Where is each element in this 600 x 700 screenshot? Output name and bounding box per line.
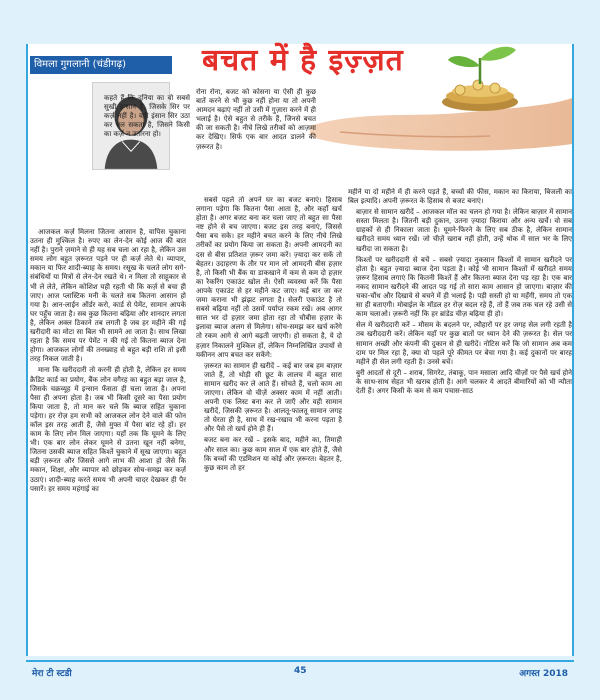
col1-paragraph-1: आजकल कर्ज़ मिलना जितना आसान है, वापिस चुकाना उतना ही मुश्किल है। रुपए का लेन-देन कोई आज की बात नहीं है। पुराने ज़माने से ही यह सब चला आ रहा है, लेकिन उस समय लोग बहुत ज़रूरत पड़ने पर ही कर्ज़ लेते थे। व्यापार, मकान या फिर शादी-ब्याह के समय। रसूख के चलते लोग सगे-संबंधियों या मित्रों से लेन-देन रखते थे। न मिला तो साहूकार से भी ले लेते, लेकिन कोशिश यही रहती थी कि कर्ज़ से बचा ही जाए। आज प्लास्टिक मनी के चलते सब कितना आसान हो गया है। आन-लाईन ऑर्डर करो, कार्ड से पेमेंट, सामान आपके घर पहुँच जाता है। सब कुछ कितना बढ़िया और शानदार लगता है, लेकिन अक्ल ठिकाने तब लगती है जब हर महीने की गई खरीदारी का मोटा सा बिल भी सामने आ जाता है। साथ लिखा रहता है कि समय पर पेमेंट न की गई तो कितना ब्याज देना होगा। आजकल लोगों की तनख्वाह से बहुत बड़ी राशि तो इसी तरह निकल जाती है। [30,228,186,364]
hand-with-coins-image [300,40,572,160]
list-item: • ज़रूरत का सामान ही खरीदें – कई बार जब हम बाज़ार जाते हैं, तो थोड़ी सी छूट के लालच में बहुत सारा सामान खरीद कर ले आते हैं। सोचते हैं, चलो काम आ जाएगा। लेकिन वो चीज़ें अक्सर काम में नहीं आती। अपनी एक लिस्ट बना कर ले जाएँ और वही सामान खरीदें, जिसकी ज़रूरत है। आलतू-फालतू सामान जगह तो घेरता ही है, साथ में रख-रखाव भी करना पड़ता है और पैसे तो खर्च होने ही हैं। [204,362,342,435]
intro-paragraph: कहते हैं कि दुनिया का वो सबसे सुखी इन्सान है, जिसके सिर पर कर्ज़ नहीं है। वही इंसान सिर उठा कर चल सकता है, जिसने किसी का कर्ज़ न उतारना हो। [104,94,190,139]
intro-column [104,94,190,230]
column-2 [196,196,342,654]
col2-bullet-list [196,362,342,473]
palm-shape [310,98,572,151]
col2-paragraph-1: रोना रोना, बजट को कोसना या ऐसी ही कुछ बातें करने से भी कुछ नहीं होना या तो अपनी आमदन बढ़ाएं नहीं तो उसी में गुज़ारा करने में ही भलाई है। ऐसे बहुत से तरीके हैं, जिनसे बचत की जा सकती है। नीचे लिखे तरीकों को आज़मा कर देखिए। सिर्फ एक बार आदत डालने की ज़रूरत है। [196,88,316,151]
col2-paragraph-2: सबसे पहले तो अपने घर का बजट बनाएं। हिसाब लगाना पड़ेगा कि कितना पैसा आता है, और कहाँ खर्च होता है। अगर बजट बना कर चला जाए तो बहुत सा पैसा नष्ट होने से बच जाएगा। बजट इस तरह बनाएं, जिससे पैसा बच सके। हर महीने बचत करने के लिए नीचे लिखे तरीकों का प्रयोग किया जा सकता है। अपनी आमदनी का दस से बीस प्रतिशत ज़रूर जमा करें। ज़्यादा कर सकें तो बेहतर। उदाहरण के तौर पर मान लो आमदनी बीस हज़ार है, तो किसी भी बैंक या डाकखाने में कम से कम दो हज़ार का रैकरिंग एकाउंट खोल लें। ऐसी व्यवस्था करें कि पैसा आपके एकाउंट से हर महीने कट जाए। कई बार जा कर जमा कराना भी झंझट लगता है। सेलरी एकाउंट है तो सबसे बढ़िया नहीं तो उसमें पर्याप्त रकम रखें। अब आगर साल भर दो हज़ार जमा होता रहा तो चौबीस हज़ार के इलावा ब्याज अलग से मिलेगा। सोच-समझ कर खर्च करेंगे तो रकम आगे से आगे बढ़ती जाएगी। हो सकता है, ये दो हज़ार निकालने मुश्किल हों, लेकिन निम्नलिखित उपायों से यकीनन आप बचत कर सकेंगे: [196,196,342,359]
left-border [26,44,28,656]
list-item: • बुरी आदतों से दूरी – शराब, सिगरेट, तंबाकू, पान मसाला आदि चीज़ों पर पैसे खर्च होने के साथ-साथ सेहत भी खराब होती है। आगे चलकर ये आदतें बीमारियों को भी न्यौता देती हैं। अगर किसी के कम से कम पचास-साठ [356,369,572,396]
page-number: 45 [294,666,307,676]
page-footer [26,664,574,684]
column-3 [348,188,572,654]
issue-date: अगस्त 2018 [519,669,568,679]
author-byline: विमला गुगलानी (चंडीगढ़) [30,56,172,74]
right-border [572,44,574,656]
col3-bullet-list [348,208,572,396]
col1-paragraph-2: माना कि खरीददारी तो करनी ही होती है, लेकिन हर समय क्रैडिट कार्ड का प्रयोग, बैंक लोन वगैरह का बहुत बड़ा जाल है, जिसके चक्रव्यूह में इन्सान फँसता ही चला जाता है। अपना पैसा ही अपना होता है। जब भी किसी दूसरे का पैसा प्रयोग किया जाता है, तो मान कर चले कि ब्याज सहित चुकाना पड़ेगा। हर रोज़ हम सभी को आजकल लोन देने वाले की फोन कॉल इस तरह आती हैं, जैसे मुफ्त में पैसा बांट रहे हों। हर काम के लिए लोन मिल जाएगा। यहाँ तक कि घूमने के लिए भी। एक बार लोन लेकर घूमने से उतना खून नहीं बनेगा, जितना उसकी ब्याज सहित किश्तें चुकाने में सूख जाएगा। बहुत बड़ी ज़रूरत और जिससे आगे लाभ की आशा हो जैसे कि मकान, शिक्षा, और व्यापार को छोड़कर सोच-समझ कर कर्ज़ उठाएं। शादी-ब्याह करते समय भी अपनी चादर देखकर ही पैर पसारें। हर समय महंगाई का [30,366,186,493]
list-item: • बाज़ार से सामान खरीदें – आजकल मॉल का चलन हो गया है। लेकिन बाज़ार में सामान सस्ता मिलता है। जितनी बड़ी दुकान, उतना ज़्यादा किराया और अन्य खर्चे। वो सब ग्राहकों से ही निकाला जाता है। घूमने-फिरने के लिए सब ठीक है, लेकिन सामान खरीदते समय ध्यान रखें। जो चीज़ें खराब नहीं होती, उन्हें थोक में साल भर के लिए खरीदा जा सकता है। [356,208,572,253]
col3-paragraph-1: महीने या दो महीने में ही करने पड़ते हैं, बच्चों की फीस, मकान का किराया, बिजली का बिल इत्यादि। अपनी ज़रूरत के हिसाब से बजट बनाएं। [348,188,572,206]
magazine-name: मेरा टी स्टडी [32,669,72,679]
column-1 [30,228,186,654]
list-item: • किश्तों पर खरीददारी से बचें – सबसे ज़्यादा नुकसान किश्तों में सामान खरीदने पर होता है। बहुत ज़्यादा ब्याज देना पड़ता है। कोई भी सामान किश्तों में खरीदते समय ज़रूर हिसाब लगाएं कि कितनी किश्तें हैं और कितना ब्याज देना पड़ रहा है। एक बार नकद सामान खरीदने की आदत पड़ गई तो सारा काम आसान हो जाएगा। बाज़ार की चका-चौंध और दिखावे से बचने में ही भलाई है। पड़ी सस्ती हो या महँगी, समय तो एक सा ही बताएगी। मोबाईल के मॉडल हर रोज़ बदल रहे हैं, तो हैं जब तक चल रहे उसी से काम चलाओ। ज़रूरी नहीं कि हर ब्रांडेड चीज़ बढ़िया ही हो। [356,256,572,320]
footer-rule [26,660,574,662]
column-2-top [196,88,316,186]
sprout-leaf-right [480,47,516,61]
sprout-leaf-left [448,56,480,67]
list-item: • बजट बना कर रखें – इसके बाद, महीने का, तिमाही और साल का। कुछ काम साल में एक बार होते हैं, जैसे कि बच्चों की एडमिशन या कोई और ज़रूरत। बेहतर है, कुछ काम तो हर [204,436,342,472]
article-headline: बचत में है इज़्ज़त [202,43,404,78]
list-item: • सेल में खरीददारी करें – मौसम के बदलने पर, त्यौहारों पर हर जगह सेल लगी रहती है तब खरीददारी करें। लेकिन यहाँ पर कुछ बातों पर ध्यान देने की ज़रूरत है। सेल पर सामान अच्छी और कंपनी की दुकान से ही खरीदें। नोटिस करें कि जो सामान अब कम दाम पर मिल रहा है, क्या वो पहले पूरे कीमत पर बेचा गया है। कई दुकानों पर बारह महीने ही सेल लगी रहती है। उनसे बचें। [356,321,572,366]
